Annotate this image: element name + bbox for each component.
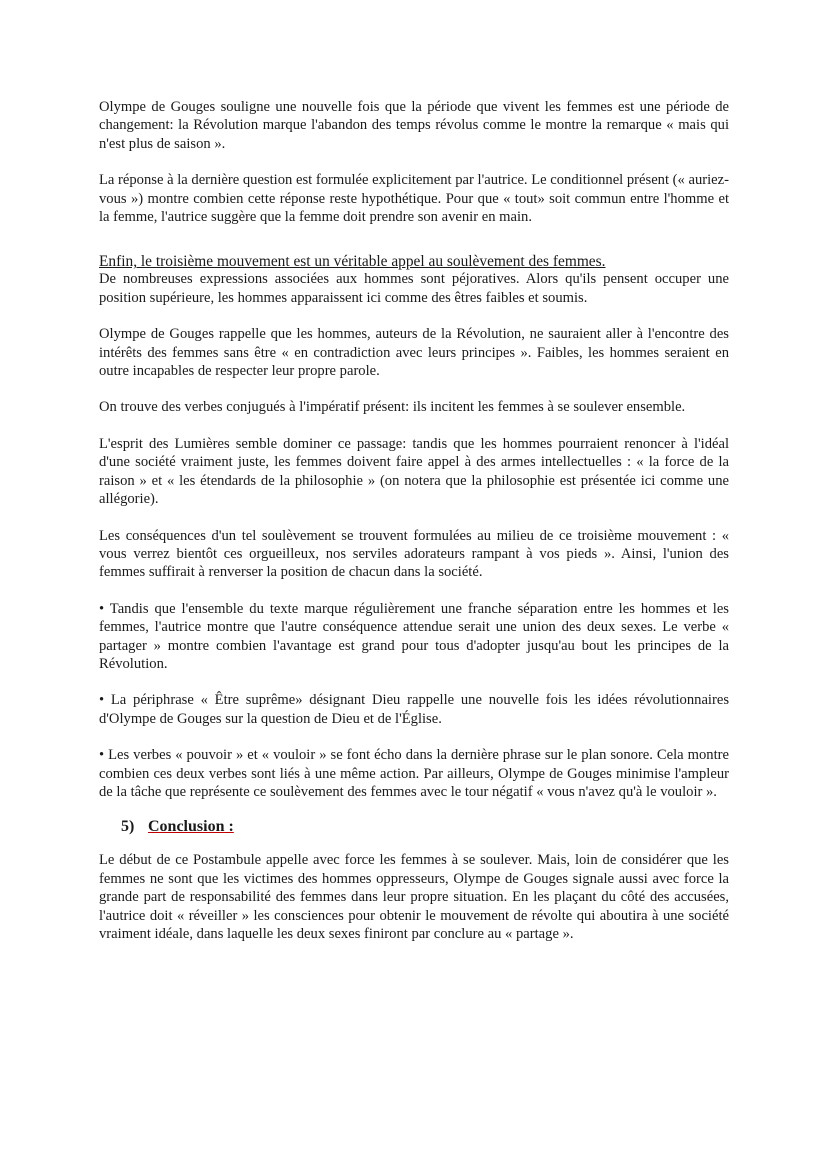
- bullet-etre-supreme: • La périphrase « Être suprême» désignant Dieu rappelle une nouvelle fois les idées révolutionnaires d'Olympe de Gouges sur la question de Dieu et de l'Église.: [99, 692, 729, 727]
- paragraph-lumieres: L'esprit des Lumières semble dominer ce passage: tandis que les hommes pourraient renoncer à l'idéal d'une société vraiment juste, les femmes doivent faire appel à des armes intellectuelles : « la force de la raison » et « les étendards de la philosophie » (on notera que la philosophie est présentée ici comme une allégorie).: [99, 435, 729, 508]
- document-page: [99, 98, 729, 943]
- paragraph-conclusion: Le début de ce Postambule appelle avec force les femmes à se soulever. Mais, loin de considérer que les femmes ne sont que les victimes des hommes oppresseurs, Olympe de Gouges signale aussi avec force la grande part de responsabilité des femmes dans leur propre situation. En les plaçant du côté des accusées, l'autrice doit « réveiller » les consciences pour obtenir le mouvement de révolte qui aboutira à une société vraiment idéale, dans laquelle les deux sexes finiront par conclure au « partage ».: [99, 852, 729, 942]
- conclusion-heading: [99, 817, 729, 837]
- third-movement-heading: Enfin, le troisième mouvement est un véritable appel au soulèvement des femmes.: [99, 253, 606, 271]
- paragraph-changement: Olympe de Gouges souligne une nouvelle fois que la période que vivent les femmes est une période de changement: la Révolution marque l'abandon des temps révolus comme le montre la remarque « mais qui n'est plus de saison ».: [99, 99, 729, 152]
- conclusion-number: 5): [121, 818, 135, 836]
- paragraph-contradiction: Olympe de Gouges rappelle que les hommes, auteurs de la Révolution, ne sauraient aller à l'encontre des intérêts des femmes sans être « en contradiction avec leurs principes ». Faibles, les hommes seraient en outre incapables de respecter leur propre parole.: [99, 326, 729, 380]
- conclusion-title: Conclusion :: [148, 818, 234, 836]
- paragraph-consequences: Les conséquences d'un tel soulèvement se trouvent formulées au milieu de ce troisième mouvement : « vous verrez bientôt ces orgueilleux, nos serviles adorateurs rampant à vos pieds ». Ainsi, l'union des femmes suffirait à renverser la position de chacun dans la société.: [99, 527, 729, 581]
- paragraph-imperatif: On trouve des verbes conjugués à l'impératif présent: ils incitent les femmes à se soulever ensemble.: [99, 399, 686, 416]
- paragraph-reponse: La réponse à la dernière question est formulée explicitement par l'autrice. Le conditionnel présent (« auriez-vous ») montre combien cette réponse reste hypothétique. Pour que « tout» soit commun entre l'homme et la femme, l'autrice suggère que la femme doit prendre son avenir en main.: [99, 172, 729, 226]
- bullet-partager: • Tandis que l'ensemble du texte marque régulièrement une franche séparation entre les hommes et les femmes, l'autrice montre que l'autre conséquence attendue serait une union des deux sexes. Le verbe « partager » montre combien l'avantage est grand pour tous d'adopter jusqu'au bout les principes de la Révolution.: [99, 600, 729, 672]
- paragraph-expressions: De nombreuses expressions associées aux hommes sont péjoratives. Alors qu'ils pensent occuper une position supérieure, les hommes apparaissent ici comme des êtres faibles et soumis.: [99, 271, 729, 306]
- bullet-pouvoir-vouloir: • Les verbes « pouvoir » et « vouloir » se font écho dans la dernière phrase sur le plan sonore. Cela montre combien ces deux verbes sont liés à une même action. Par ailleurs, Olympe de Gouges minimise l'ampleur de la tâche que représente ce soulèvement des femmes avec le tour négatif « vous n'avez qu'à le vouloir ».: [99, 747, 729, 800]
